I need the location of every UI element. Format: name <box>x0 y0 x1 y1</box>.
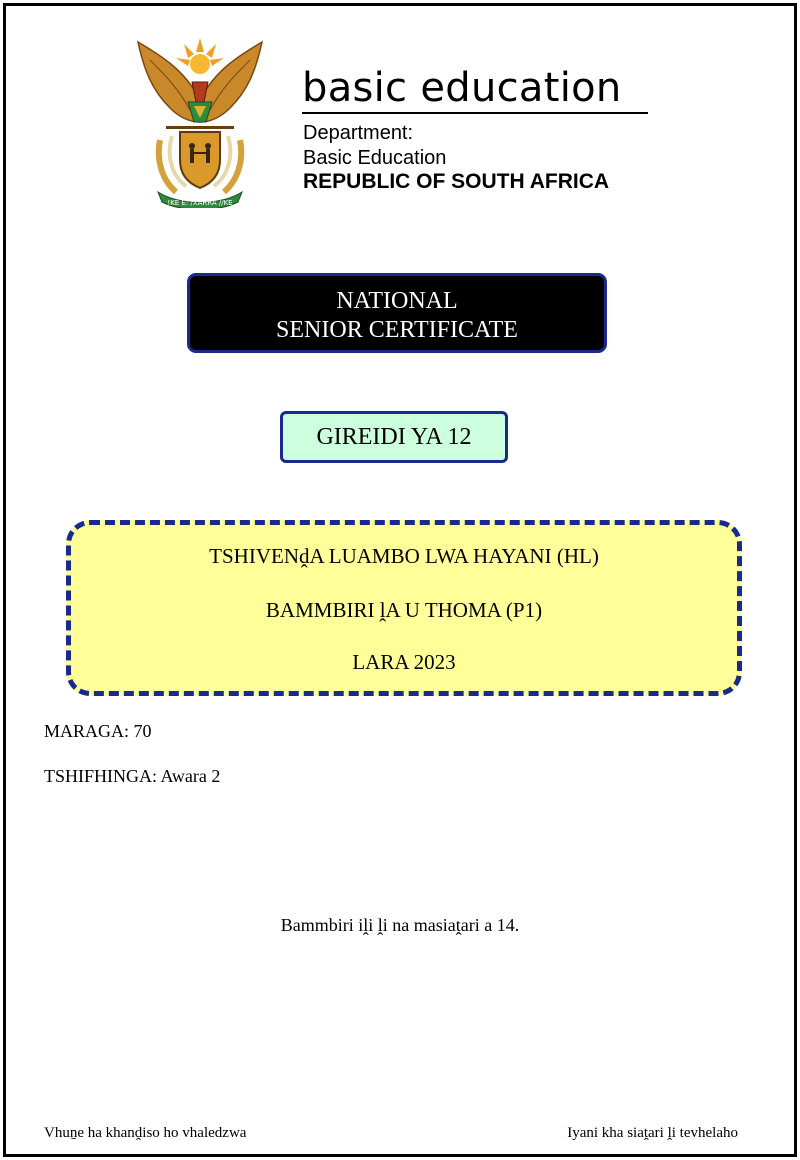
country-name: REPUBLIC OF SOUTH AFRICA <box>303 170 610 193</box>
grade-badge: GIREIDI YA 12 <box>280 411 508 463</box>
brand-title: basic education <box>302 65 622 111</box>
department-label: Department: <box>303 122 414 144</box>
subject-session: LARA 2023 <box>352 650 456 674</box>
exam-marks: MARAGA: 70 <box>44 721 152 741</box>
exam-time: TSHIFHINGA: Awara 2 <box>44 766 221 786</box>
certificate-line-2: SENIOR CERTIFICATE <box>276 317 518 343</box>
subject-language: TSHIVENḓA LUAMBO LWA HAYANI (HL) <box>209 544 599 568</box>
certificate-banner <box>187 273 607 353</box>
department-name: Basic Education <box>303 147 447 169</box>
coat-of-arms-icon <box>130 30 270 208</box>
page-count-note: Bammbiri iḽi ḽi na masiaṱari a 14. <box>280 915 520 935</box>
footer-turn-page-note: Iyani kha siaṱari ḽi tevhelaho <box>567 1125 738 1141</box>
footer-copyright-note: Vhuṉe ha khanḓiso ho vhaledzwa <box>44 1125 247 1141</box>
coat-of-arms-motto: !KE E: /XARRA //KE <box>167 199 233 207</box>
subject-panel <box>66 520 742 696</box>
certificate-line-1: NATIONAL <box>336 288 458 314</box>
subject-paper: BAMMBIRI ḽA U THOMA (P1) <box>265 598 543 622</box>
brand-underline <box>302 112 648 114</box>
